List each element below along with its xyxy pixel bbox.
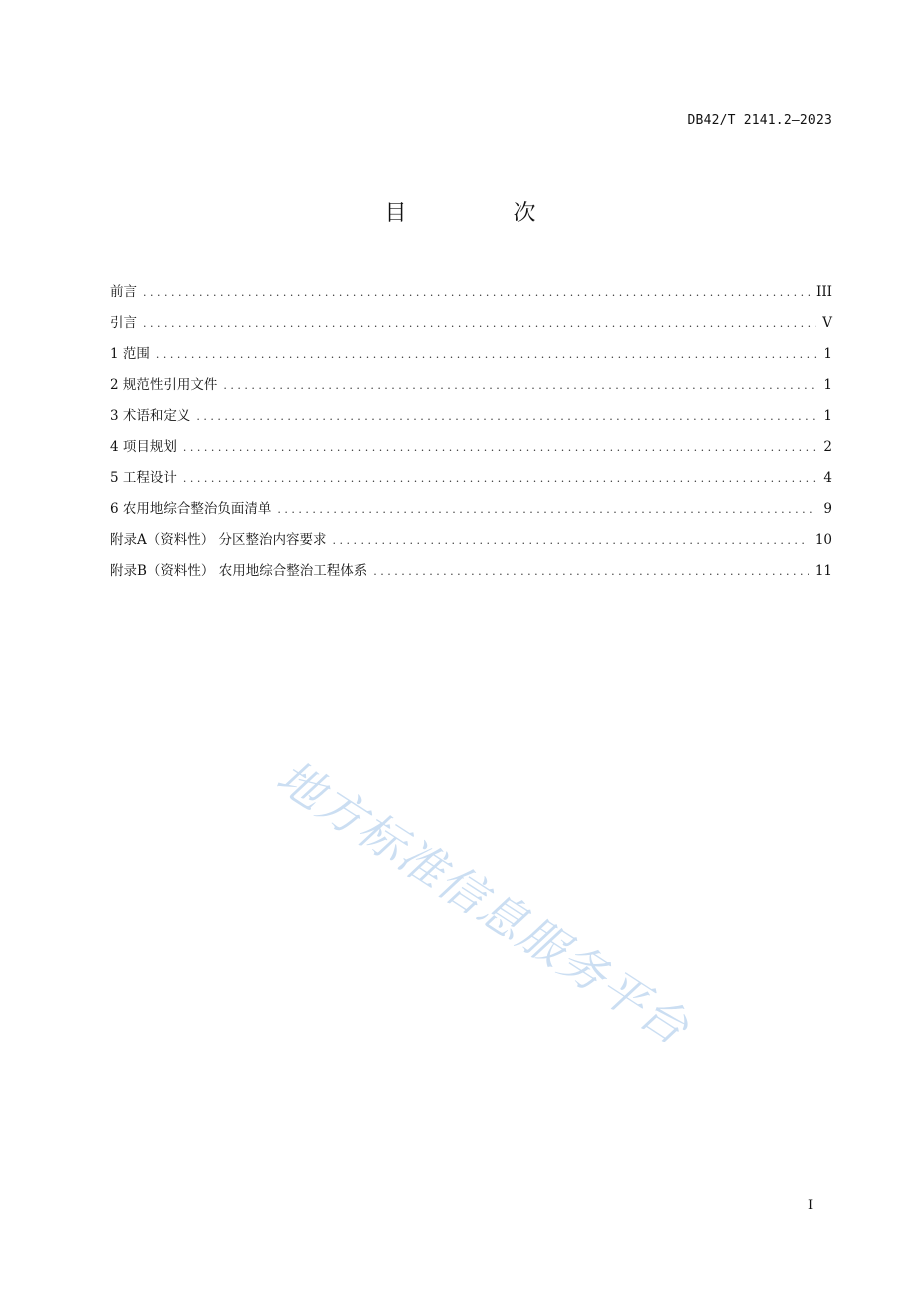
- toc-dot-leader: [143, 286, 810, 299]
- toc-entry-foreword[interactable]: [110, 280, 832, 311]
- toc-entry-page: V: [822, 315, 832, 331]
- toc-entry-negative-list[interactable]: [110, 497, 832, 528]
- toc-entry-page: III: [816, 284, 832, 300]
- toc-entry-terms-definitions[interactable]: [110, 404, 832, 435]
- toc-entry-introduction[interactable]: [110, 311, 832, 342]
- toc-list: [110, 280, 832, 590]
- toc-entry-label: 3 术语和定义: [110, 408, 191, 424]
- document-code: DB42/T 2141.2—2023: [687, 113, 832, 128]
- toc-entry-label: 5 工程设计: [110, 470, 177, 486]
- toc-entry-normative-references[interactable]: [110, 373, 832, 404]
- toc-entry-page: 2: [823, 439, 832, 455]
- toc-entry-appendix-b[interactable]: [110, 559, 832, 590]
- toc-entry-appendix-a[interactable]: [110, 528, 832, 559]
- toc-entry-label: 6 农用地综合整治负面清单: [110, 501, 272, 517]
- toc-entry-scope[interactable]: [110, 342, 832, 373]
- toc-dot-leader: [196, 410, 817, 423]
- toc-entry-label: 前言: [110, 284, 137, 300]
- toc-entry-label: 附录B（资料性） 农用地综合整治工程体系: [110, 563, 368, 579]
- toc-entry-label: 4 项目规划: [110, 439, 177, 455]
- toc-entry-label: 附录A（资料性） 分区整治内容要求: [110, 532, 327, 548]
- page-number: I: [808, 1198, 814, 1213]
- toc-dot-leader: [183, 472, 818, 485]
- toc-entry-engineering-design[interactable]: [110, 466, 832, 497]
- watermark: 地方标准信息服务平台: [267, 749, 700, 1056]
- toc-dot-leader: [333, 534, 809, 547]
- toc-dot-leader: [156, 348, 818, 361]
- toc-entry-page: 11: [814, 563, 832, 579]
- toc-entry-project-planning[interactable]: [110, 435, 832, 466]
- toc-entry-label: 1 范围: [110, 346, 150, 362]
- toc-dot-leader: [277, 503, 817, 516]
- toc-dot-leader: [143, 317, 816, 330]
- toc-dot-leader: [183, 441, 818, 454]
- toc-entry-page: 1: [823, 408, 832, 424]
- toc-entry-page: 10: [814, 532, 832, 548]
- toc-dot-leader: [373, 565, 809, 578]
- toc-entry-page: 1: [823, 346, 832, 362]
- toc-title: 目 次: [384, 201, 586, 226]
- toc-dot-leader: [223, 379, 817, 392]
- toc-entry-page: 1: [823, 377, 832, 393]
- toc-entry-label: 引言: [110, 315, 137, 331]
- toc-entry-page: 9: [823, 501, 832, 517]
- toc-entry-page: 4: [823, 470, 832, 486]
- toc-entry-label: 2 规范性引用文件: [110, 377, 218, 393]
